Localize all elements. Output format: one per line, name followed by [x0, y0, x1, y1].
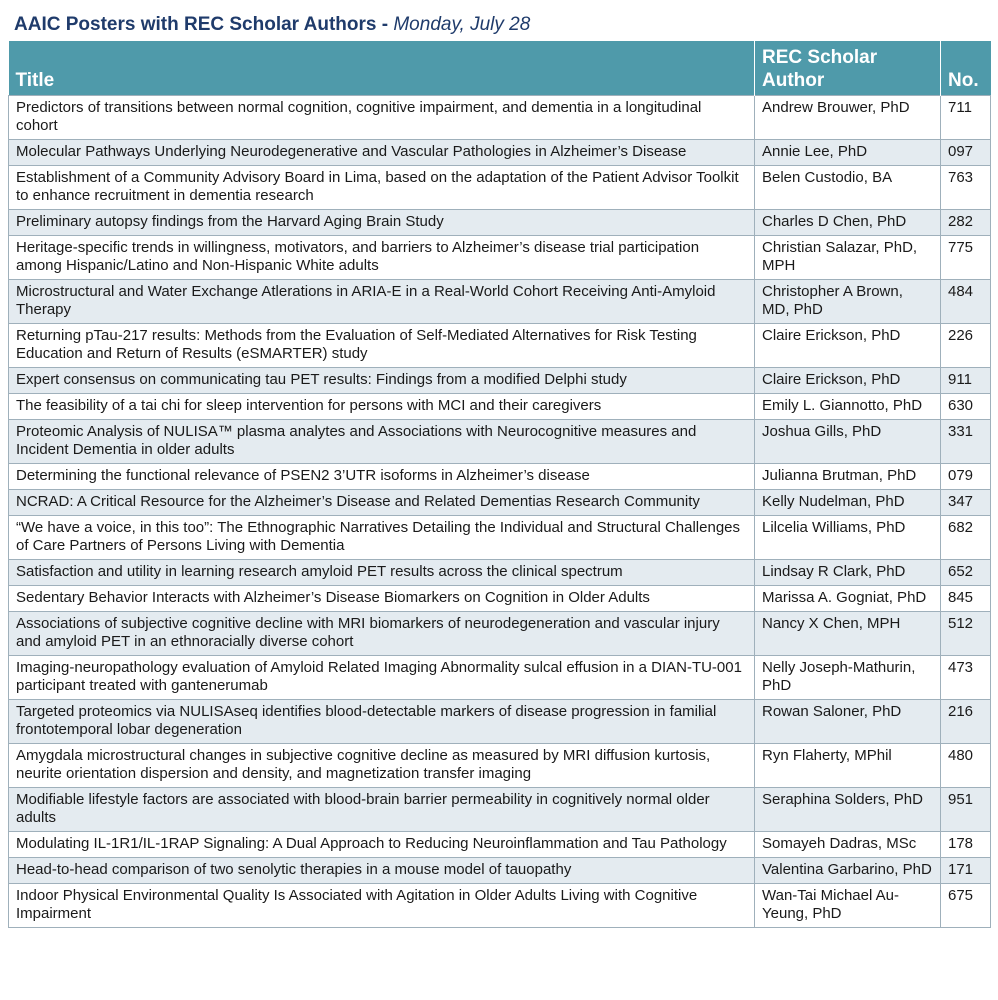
cell-number: 178 [941, 831, 991, 857]
cell-author: Valentina Garbarino, PhD [755, 857, 941, 883]
cell-number: 775 [941, 235, 991, 279]
cell-title: Indoor Physical Environmental Quality Is Associated with Agitation in Older Adults Living with Cognitive Impairment [9, 883, 755, 927]
cell-author: Seraphina Solders, PhD [755, 787, 941, 831]
table-row [9, 463, 991, 489]
column-header-number: No. [941, 41, 991, 95]
table-row [9, 611, 991, 655]
cell-author: Rowan Saloner, PhD [755, 699, 941, 743]
cell-title: Establishment of a Community Advisory Board in Lima, based on the adaptation of the Patient Advisor Toolkit to enhance recruitment in dementia research [9, 165, 755, 209]
cell-title: Preliminary autopsy findings from the Harvard Aging Brain Study [9, 209, 755, 235]
cell-author: Marissa A. Gogniat, PhD [755, 585, 941, 611]
cell-author: Kelly Nudelman, PhD [755, 489, 941, 515]
cell-title: Expert consensus on communicating tau PET results: Findings from a modified Delphi study [9, 367, 755, 393]
column-header-author: REC Scholar Author [755, 41, 941, 95]
cell-number: 951 [941, 787, 991, 831]
cell-title: Proteomic Analysis of NULISA™ plasma analytes and Associations with Neurocognitive measures and Incident Dementia in older adults [9, 419, 755, 463]
cell-author: Joshua Gills, PhD [755, 419, 941, 463]
cell-author: Charles D Chen, PhD [755, 209, 941, 235]
table-row [9, 883, 991, 927]
cell-number: 484 [941, 279, 991, 323]
table-row [9, 279, 991, 323]
table-row [9, 139, 991, 165]
cell-author: Julianna Brutman, PhD [755, 463, 941, 489]
page-title [14, 12, 530, 38]
cell-number: 171 [941, 857, 991, 883]
table-row [9, 585, 991, 611]
table-row [9, 787, 991, 831]
cell-number: 682 [941, 515, 991, 559]
cell-title: Heritage-specific trends in willingness, motivators, and barriers to Alzheimer’s disease trial participation among Hispanic/Latino and Non-Hispanic White adults [9, 235, 755, 279]
cell-number: 473 [941, 655, 991, 699]
table-row [9, 655, 991, 699]
cell-number: 216 [941, 699, 991, 743]
cell-title: Satisfaction and utility in learning research amyloid PET results across the clinical spectrum [9, 559, 755, 585]
table-row [9, 743, 991, 787]
cell-author: Wan-Tai Michael Au-Yeung, PhD [755, 883, 941, 927]
cell-title: Sedentary Behavior Interacts with Alzheimer’s Disease Biomarkers on Cognition in Older Adults [9, 585, 755, 611]
cell-title: Associations of subjective cognitive decline with MRI biomarkers of neurodegeneration and vascular injury and amyloid PET in an ethnoracially diverse cohort [9, 611, 755, 655]
cell-title: Molecular Pathways Underlying Neurodegenerative and Vascular Pathologies in Alzheimer’s Disease [9, 139, 755, 165]
cell-number: 226 [941, 323, 991, 367]
table-row [9, 831, 991, 857]
cell-author: Annie Lee, PhD [755, 139, 941, 165]
cell-author: Lindsay R Clark, PhD [755, 559, 941, 585]
cell-title: Amygdala microstructural changes in subjective cognitive decline as measured by MRI diffusion kurtosis, neurite orientation dispersion and density, and magnetization transfer imaging [9, 743, 755, 787]
cell-number: 763 [941, 165, 991, 209]
cell-author: Nelly Joseph-Mathurin, PhD [755, 655, 941, 699]
table-row [9, 515, 991, 559]
posters-table [8, 41, 991, 928]
header-row [9, 41, 991, 95]
cell-title: Determining the functional relevance of PSEN2 3’UTR isoforms in Alzheimer’s disease [9, 463, 755, 489]
page-title-separator: - [376, 14, 394, 35]
cell-number: 347 [941, 489, 991, 515]
table-row [9, 95, 991, 139]
cell-author: Belen Custodio, BA [755, 165, 941, 209]
cell-number: 480 [941, 743, 991, 787]
cell-author: Somayeh Dadras, MSc [755, 831, 941, 857]
cell-title: Returning pTau-217 results: Methods from the Evaluation of Self-Mediated Alternatives for Risk Testing Education and Return of Results (eSMARTER) study [9, 323, 755, 367]
cell-number: 630 [941, 393, 991, 419]
cell-number: 282 [941, 209, 991, 235]
cell-title: Modifiable lifestyle factors are associated with blood-brain barrier permeability in cognitively normal older adults [9, 787, 755, 831]
page-title-date: Monday, July 28 [393, 14, 531, 35]
cell-number: 845 [941, 585, 991, 611]
table-row [9, 699, 991, 743]
cell-author: Andrew Brouwer, PhD [755, 95, 941, 139]
cell-title: Modulating IL-1R1/IL-1RAP Signaling: A Dual Approach to Reducing Neuroinflammation and Tau Pathology [9, 831, 755, 857]
posters-table-body [9, 95, 991, 927]
cell-number: 512 [941, 611, 991, 655]
cell-title: Microstructural and Water Exchange Atlerations in ARIA-E in a Real-World Cohort Receiving Anti-Amyloid Therapy [9, 279, 755, 323]
cell-number: 911 [941, 367, 991, 393]
table-row [9, 419, 991, 463]
cell-author: Christopher A Brown, MD, PhD [755, 279, 941, 323]
cell-number: 675 [941, 883, 991, 927]
table-row [9, 235, 991, 279]
cell-author: Nancy X Chen, MPH [755, 611, 941, 655]
cell-author: Ryn Flaherty, MPhil [755, 743, 941, 787]
table-row [9, 209, 991, 235]
cell-title: “We have a voice, in this too”: The Ethnographic Narratives Detailing the Individual and Structural Challenges of Care Partners of Persons Living with Dementia [9, 515, 755, 559]
cell-number: 652 [941, 559, 991, 585]
cell-author: Claire Erickson, PhD [755, 323, 941, 367]
cell-number: 079 [941, 463, 991, 489]
cell-author: Christian Salazar, PhD, MPH [755, 235, 941, 279]
cell-number: 097 [941, 139, 991, 165]
posters-table-header [9, 41, 991, 95]
table-row [9, 559, 991, 585]
cell-title: NCRAD: A Critical Resource for the Alzheimer’s Disease and Related Dementias Research Community [9, 489, 755, 515]
cell-number: 331 [941, 419, 991, 463]
cell-title: Predictors of transitions between normal cognition, cognitive impairment, and dementia in a longitudinal cohort [9, 95, 755, 139]
cell-author: Emily L. Giannotto, PhD [755, 393, 941, 419]
page-title-main: AAIC Posters with REC Scholar Authors [14, 14, 377, 35]
cell-title: Head-to-head comparison of two senolytic therapies in a mouse model of tauopathy [9, 857, 755, 883]
cell-title: The feasibility of a tai chi for sleep intervention for persons with MCI and their caregivers [9, 393, 755, 419]
table-row [9, 165, 991, 209]
table-row [9, 393, 991, 419]
cell-number: 711 [941, 95, 991, 139]
table-row [9, 367, 991, 393]
table-row [9, 323, 991, 367]
cell-title: Imaging-neuropathology evaluation of Amyloid Related Imaging Abnormality sulcal effusion in a DIAN-TU-001 participant treated with gantenerumab [9, 655, 755, 699]
cell-author: Claire Erickson, PhD [755, 367, 941, 393]
table-row [9, 857, 991, 883]
column-header-title: Title [9, 41, 755, 95]
table-row [9, 489, 991, 515]
cell-title: Targeted proteomics via NULISAseq identifies blood-detectable markers of disease progression in familial frontotemporal lobar degeneration [9, 699, 755, 743]
cell-author: Lilcelia Williams, PhD [755, 515, 941, 559]
